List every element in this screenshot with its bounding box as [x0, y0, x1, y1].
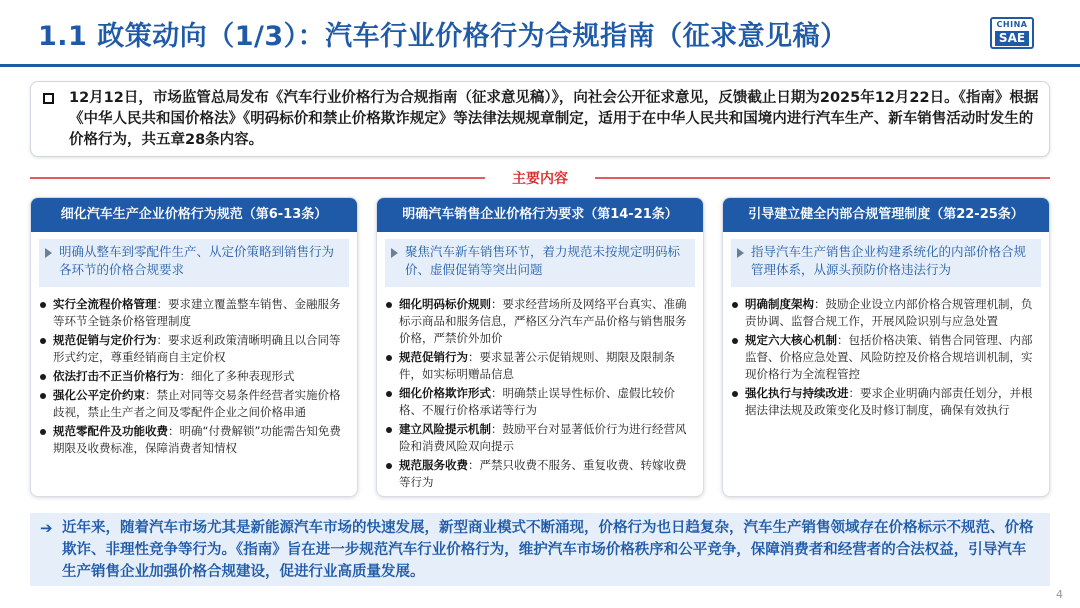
list-item [745, 296, 1041, 330]
column-summary [731, 239, 1041, 287]
content-column-2 [376, 197, 704, 497]
column-header: 引导建立健全内部合规管理制度（第22-25条） [723, 198, 1049, 232]
bullet-dot-icon [386, 355, 392, 361]
column-bullet-list [377, 287, 703, 491]
triangle-bullet-icon [737, 248, 744, 258]
bullet-dot-icon [40, 374, 46, 380]
logo-text-bottom: SAE [995, 31, 1029, 46]
intro-box [30, 81, 1050, 157]
section-title: 主要内容 [512, 171, 568, 187]
column-header: 细化汽车生产企业价格行为规范（第6-13条） [31, 198, 357, 232]
bullet-label: 规范零配件及功能收费 [53, 424, 168, 438]
bullet-label: 明确制度架构 [745, 297, 814, 311]
column-summary-text: 明确从整车到零配件生产、从定价策略到销售行为各环节的价格合规要求 [59, 244, 335, 277]
arrow-right-icon: ➔ [40, 519, 53, 537]
content-column-1 [30, 197, 358, 497]
bullet-dot-icon [40, 302, 46, 308]
list-item [53, 387, 349, 421]
list-item [399, 296, 695, 347]
bullet-label: 规范服务收费 [399, 458, 468, 472]
bullet-text: ：禁止对同等交易条件经营者实施价格歧视，禁止生产者之间及零配件企业之间价格串通 [53, 388, 341, 419]
bullet-label: 强化公平定价约束 [53, 388, 145, 402]
bullet-dot-icon [732, 338, 738, 344]
list-item [745, 332, 1041, 383]
bullet-label: 依法打击不正当价格行为 [53, 369, 180, 383]
column-bullet-list [723, 287, 1049, 419]
list-item [53, 368, 349, 385]
column-summary-text: 聚焦汽车新车销售环节，着力规范未按规定明码标价、虚假促销等突出问题 [405, 244, 681, 277]
bullet-text: ：严禁只收费不服务、重复收费、转嫁收费等行为 [399, 458, 687, 489]
bullet-dot-icon [732, 302, 738, 308]
column-summary-text: 指导汽车生产销售企业构建系统化的内部价格合规管理体系，从源头预防价格违法行为 [751, 244, 1027, 277]
china-sae-logo [990, 17, 1034, 49]
bullet-dot-icon [40, 338, 46, 344]
bullet-label: 强化执行与持续改进 [745, 386, 849, 400]
conclusion-text: 近年来，随着汽车市场尤其是新能源汽车市场的快速发展，新型商业模式不断涌现，价格行为也日趋复杂，汽车生产销售领域存在价格标示不规范、价格欺诈、非理性竞争等行为。《指南》旨在进一步规范汽车行业价格行为，维护汽车市场价格秩序和公平竞争，保障消费者和经营者的合法权益，引导汽车生产销售企业加强价格合规建设，促进行业高质量发展。 [62, 520, 1034, 580]
list-item [745, 385, 1041, 419]
bullet-text: ：细化了多种表现形式 [179, 369, 295, 383]
bullet-text: ：要求返利政策清晰明确且以合同等形式约定，尊重经销商自主定价权 [53, 333, 341, 364]
bullet-text: ：鼓励企业设立内部价格合规管理机制，负责协调、监督合规工作，开展风险识别与应急处置 [745, 297, 1033, 328]
bullet-dot-icon [386, 391, 392, 397]
triangle-bullet-icon [391, 248, 398, 258]
column-bullet-list [31, 287, 357, 457]
bullet-label: 实行全流程价格管理 [53, 297, 157, 311]
bullet-text: ：要求显著公示促销规则、期限及限制条件，如实标明赠品信息 [399, 350, 675, 381]
content-column-3 [722, 197, 1050, 497]
column-summary [385, 239, 695, 287]
bullet-dot-icon [386, 463, 392, 469]
bullet-dot-icon [732, 391, 738, 397]
section-divider-left [30, 177, 485, 179]
logo-text-top: CHINA [996, 20, 1028, 29]
bullet-dot-icon [386, 427, 392, 433]
bullet-dot-icon [40, 429, 46, 435]
bullet-label: 细化价格欺诈形式 [399, 386, 491, 400]
triangle-bullet-icon [45, 248, 52, 258]
bullet-text: ：明确禁止误导性标价、虚假比较价格、不履行价格承诺等行为 [399, 386, 675, 417]
list-item [53, 423, 349, 457]
bullet-label: 建立风险提示机制 [399, 422, 491, 436]
intro-text: 12月12日，市场监管总局发布《汽车行业价格行为合规指南（征求意见稿）》，向社会公开征求意见，反馈截止日期为2025年12月22日。《指南》根据《中华人民共和国价格法》《明码标价和禁止价格欺诈规定》等法律法规规章制定，适用于在中华人民共和国境内进行汽车生产、新车销售活动时发生的价格行为，共五章28条内容。 [69, 90, 1039, 148]
page-title: 1.1 政策动向（1/3）：汽车行业价格行为合规指南（征求意见稿） [38, 21, 848, 52]
conclusion-box [30, 513, 1050, 586]
page-number: 4 [1056, 588, 1063, 601]
list-item [399, 421, 695, 455]
bullet-text: ：要求企业明确内部责任划分，并根据法律法规及政策变化及时修订制度，确保有效执行 [745, 386, 1033, 417]
column-header: 明确汽车销售企业价格行为要求（第14-21条） [377, 198, 703, 232]
bullet-text: ：要求经营场所及网络平台真实、准确标示商品和服务信息，严格区分汽车产品价格与销售服务价格，严禁价外加价 [399, 297, 687, 345]
bullet-text: ：鼓励平台对显著低价行为进行经营风险和消费风险双向提示 [399, 422, 687, 453]
bullet-label: 规范促销与定价行为 [53, 333, 157, 347]
bullet-label: 规范促销行为 [399, 350, 468, 364]
section-divider-right [595, 177, 1050, 179]
bullet-label: 细化明码标价规则 [399, 297, 491, 311]
bullet-label: 规定六大核心机制 [745, 333, 837, 347]
bullet-text: ：明确“付费解锁”功能需告知免费期限及收费标准，保障消费者知情权 [53, 424, 341, 455]
bullet-text: ：包括价格决策、销售合同管理、内部监督、价格应急处置、风险防控及价格合规培训机制，实现价格行为全流程管控 [745, 333, 1033, 381]
column-summary [39, 239, 349, 287]
list-item [399, 349, 695, 383]
bullet-text: ：要求建立覆盖整车销售、金融服务等环节全链条价格管理制度 [53, 297, 341, 328]
bullet-dot-icon [40, 393, 46, 399]
list-item [53, 332, 349, 366]
list-item [399, 457, 695, 491]
checkbox-square-icon [43, 93, 54, 104]
list-item [53, 296, 349, 330]
list-item [399, 385, 695, 419]
header-divider [0, 64, 1080, 67]
bullet-dot-icon [386, 302, 392, 308]
